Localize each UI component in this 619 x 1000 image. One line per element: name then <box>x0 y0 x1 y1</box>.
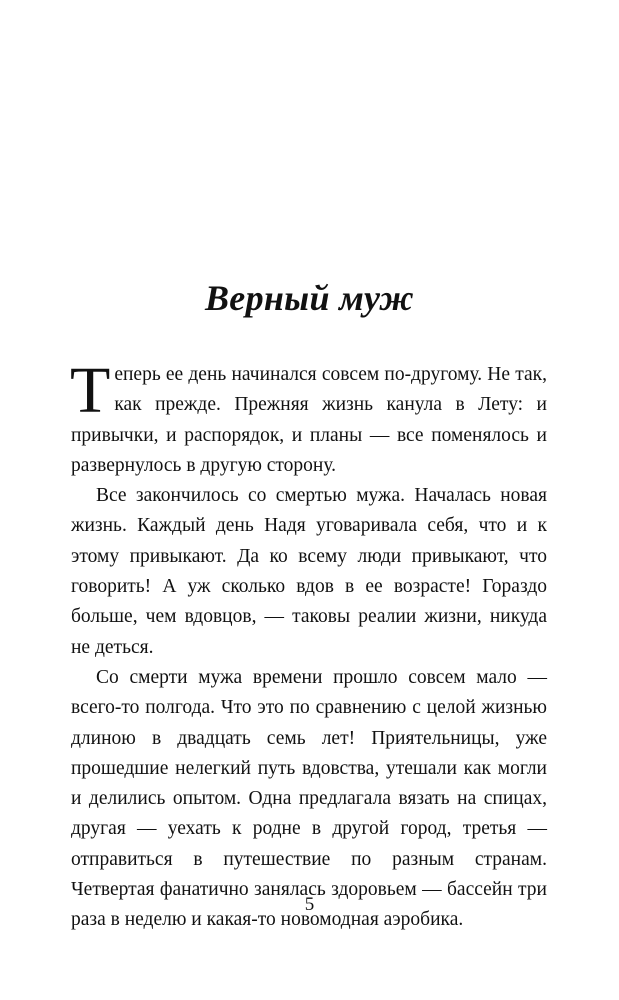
page-number: 5 <box>304 894 315 915</box>
paragraph-3: Со смерти мужа времени прошло совсем мало — всего-то полгода. Что это по сравнению с целой жизнью длиною в двадцать семь лет! Приятельницы, уже прошедшие нелегкий путь вдовства, утешали как могли и делились опытом. Одна предлагала вязать на спицах, другая — уехать к родне в другой город, третья — отправиться в путешествие по разным странам. Четвертая фанатично занялась здоровьем — бассейн три раза в неделю и какая-то новомодная аэробика. <box>71 666 547 931</box>
paragraph-1-text: еперь ее день начинался совсем по-другому. Не так, как прежде. Прежняя жизнь канула в Лету: и привычки, и распорядок, и планы — все поменялось и развернулось в другую сторону. <box>71 364 547 476</box>
body-text <box>70 354 547 936</box>
drop-cap: Т <box>70 354 111 427</box>
paragraph-1 <box>70 354 547 481</box>
chapter-title: Верный муж <box>205 278 414 318</box>
paragraph-2: Все закончилось со смертью мужа. Началась новая жизнь. Каждый день Надя уговаривала себя, что и к этому привыкают. Да ко всему люди привыкают, что говорить! А уж сколько вдов в ее возрасте! Гораздо больше, чем вдовцов, — таковы реалии жизни, никуда не деться. <box>71 485 547 658</box>
